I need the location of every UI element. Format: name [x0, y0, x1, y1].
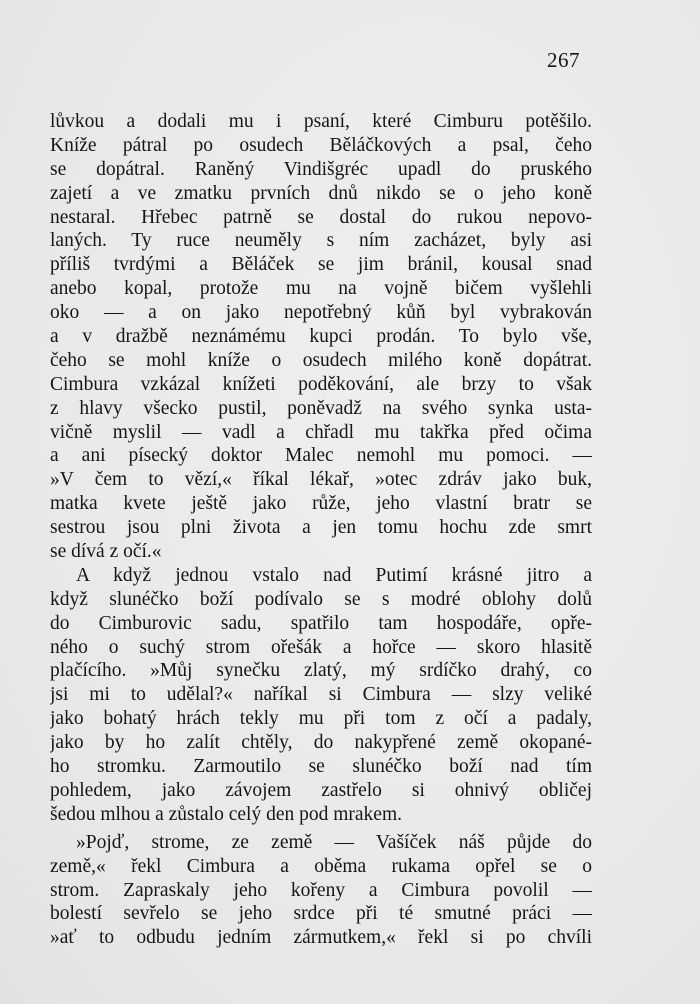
text-line: jako by ho zalít chtěly, do nakypřené země okopané- — [50, 732, 592, 754]
text-line: se dívá z očí.« — [50, 541, 162, 563]
text-line: šedou mlhou a zůstalo celý den pod mrakem. — [50, 803, 402, 825]
text-line: pohledem, jako závojem zastřelo si ohnivý obličej — [50, 779, 592, 801]
text-line: jsi mi to udělal?« naříkal si Cimbura — slzy veliké — [50, 684, 592, 706]
text-line: z hlavy všecko pustil, poněvadž na svého synka usta- — [50, 397, 592, 419]
page-number: 267 — [547, 48, 580, 72]
text-line: matka kvete ještě jako růže, jeho vlastní bratr se — [50, 493, 592, 515]
text-line: laných. Ty ruce neuměly s ním zacházet, byly asi — [50, 230, 592, 252]
text-line: bolestí sevřelo se jeho srdce při té smutné práci — — [50, 903, 592, 925]
text-line: oko — a on jako nepotřebný kůň byl vybrakován — [50, 302, 592, 324]
text-line: ného o suchý strom ořešák a hořce — skoro hlasitě — [50, 636, 592, 658]
paragraph-first-line: »Pojď, strome, ze země — Vašíček náš půjde do — [76, 831, 592, 853]
text-line: a v dražbě neznámému kupci prodán. To bylo vše, — [50, 326, 592, 348]
text-line: ho stromku. Zarmoutilo se slunéčko boží nad tím — [50, 756, 592, 778]
text-line: Kníže pátral po osudech Běláčkových a psal, čeho — [50, 134, 592, 156]
text-line: jako bohatý hrách tekly mu při tom z očí a padaly, — [50, 708, 592, 730]
paragraph-first-line: A když jednou vstalo nad Putimí krásné jitro a — [76, 564, 592, 586]
text-line: země,« řekl Cimbura a oběma rukama opřel se o — [50, 855, 592, 877]
text-line: anebo kopal, protože mu na vojně bičem vyšlehli — [50, 278, 592, 300]
text-line: vičně myslil — vadl a chřadl mu takřka před očima — [50, 421, 592, 443]
text-line: a ani písecký doktor Malec nemohl mu pomoci. — — [50, 445, 592, 467]
text-line: příliš tvrdými a Běláček se jim bránil, kousal snad — [50, 254, 592, 276]
text-line: strom. Zapraskaly jeho kořeny a Cimbura povolil — — [50, 879, 592, 901]
text-line: »V čem to vězí,« říkal lékař, »otec zdráv jako buk, — [50, 469, 592, 491]
text-line: se dopátral. Raněný Vindišgréc upadl do pruského — [50, 158, 592, 180]
text-line: když slunéčko boží podívalo se s modré oblohy dolů — [50, 588, 592, 610]
text-line: zajetí a ve zmatku prvních dnů nikdo se o jeho koně — [50, 182, 592, 204]
text-line: lůvkou a dodali mu i psaní, které Cimburu potěšilo. — [50, 111, 592, 132]
body-text — [50, 110, 592, 950]
text-line: sestrou jsou plni života a jen tomu hochu zde smrt — [50, 517, 592, 539]
text-line: do Cimburovic sadu, spatřilo tam hospodáře, opře- — [50, 612, 592, 634]
text-line: Cimbura vzkázal knížeti poděkování, ale brzy to však — [50, 373, 592, 395]
text-line: »ať to odbudu jedním zármutkem,« řekl si po chvíli — [50, 927, 592, 949]
text-line: nestaral. Hřebec patrně se dostal do rukou nepovo- — [50, 206, 592, 228]
text-line: plačícího. »Můj synečku zlatý, mý srdíčko drahý, co — [50, 660, 592, 682]
text-line: čeho se mohl kníže o osudech milého koně dopátrat. — [50, 349, 592, 371]
